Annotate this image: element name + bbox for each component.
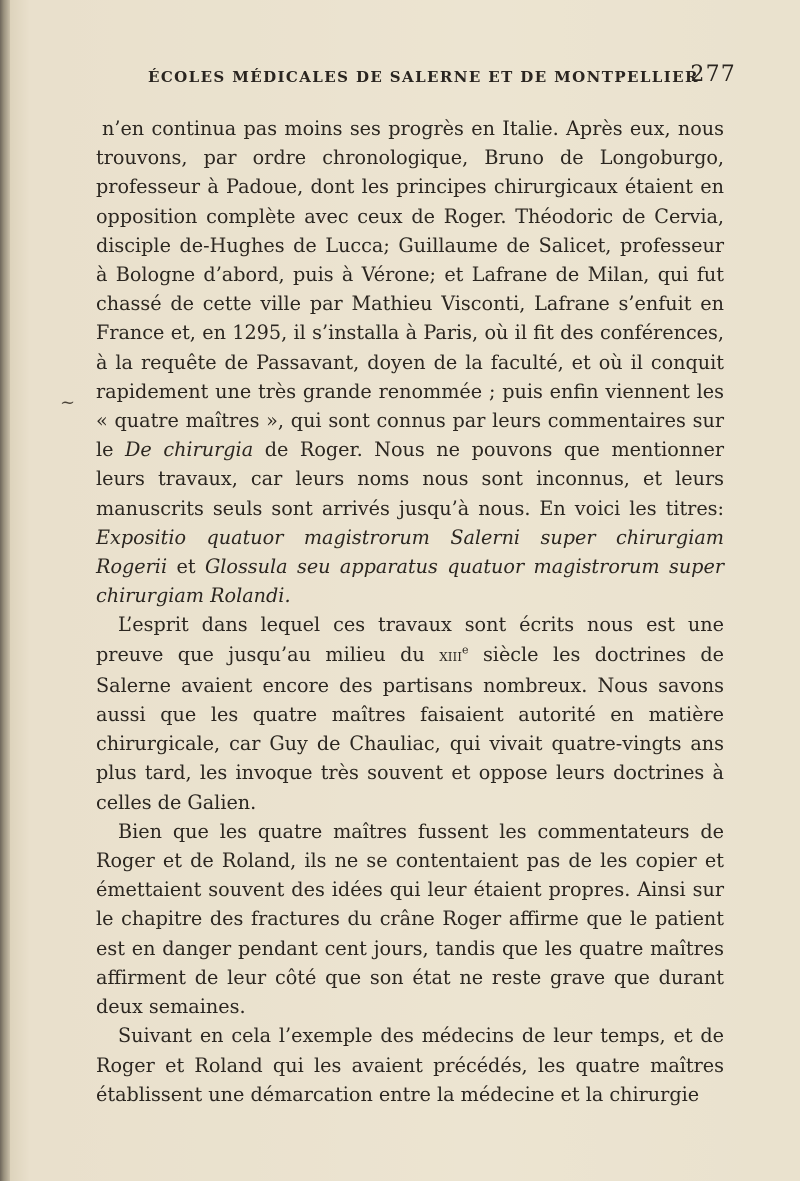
running-title: ÉCOLES MÉDICALES DE SALERNE ET DE MONTPELLIER <box>148 68 699 86</box>
text-segment: et <box>167 555 205 579</box>
title-glossula: Glossula seu apparatus quatuor magistrorum super chirurgiam Rolandi. <box>96 555 724 608</box>
book-binding-edge <box>0 0 10 1181</box>
text-segment: Bien que les quatre maîtres fussent les commentateurs de Roger et de Roland, ils ne se contentaient pas de les copier et émettaient souvent des idées qui leur étaient propres. Ainsi sur le chapitre des fractures du crâne Roger affirme que le patient est en danger pendant cent jours, tandis que les quatre maîtres affirment de leur côté que son état ne reste grave que durant deux semaines. <box>96 819 724 1019</box>
margin-mark: ~ <box>60 392 76 413</box>
book-page <box>96 60 736 1109</box>
paragraph-2 <box>96 610 724 816</box>
text-segment: n’en continua pas moins ses progrès en Italie. Après eux, nous trouvons, par ordre chronologique, Bruno de Longoburgo, professeur à Padoue, dont les principes chirurgicaux étaient en opposition complète avec ceux de Roger. Théodoric de Cervia, disciple de-Hughes de Lucca; Guillaume de Salicet, professeur à Bologne d’abord, puis à Vérone; et Lafrane de Milan, qui fut chassé de cette ville par Mathieu Visconti, Lafrane s’enfuit en France et, en 1295, il s’installa à Paris, où il fit des conférences, à la requête de Passavant, doyen de la faculté, et où il conquit rapidement une très grande renommée ; puis enfin viennent les « quatre maîtres », qui sont connus par leurs commentaires sur le <box>96 117 724 462</box>
title-de-chirurgia: De chirurgia <box>125 438 254 462</box>
paragraph-3 <box>96 817 724 1021</box>
page-number: 277 <box>690 62 736 87</box>
century-superscript: e <box>462 643 469 657</box>
text-segment: Suivant en cela l’exemple des médecins de leur temps, et de Roger et Roland qui les avaient précédés, les quatre maîtres établissent une démarcation entre la médecine et la chirurgie <box>96 1024 724 1106</box>
text-segment: de Roger. Nous ne pouvons que mentionner leurs travaux, car leurs noms nous sont inconnus, et leurs manuscrits seuls sont arrivés jusqu’à nous. En voici les titres: <box>96 438 724 520</box>
body-text <box>96 114 724 1109</box>
text-segment: L’esprit dans lequel ces travaux sont écrits nous est une preuve que jusqu’au milieu du <box>96 613 724 666</box>
title-expositio: Expositio quatuor magistrorum Salerni super chirurgiam Rogerii <box>96 525 724 579</box>
paragraph-4 <box>96 1021 724 1109</box>
century-numeral: xiii <box>439 645 462 666</box>
running-head <box>96 60 736 94</box>
text-segment: siècle les doctrines de Salerne avaient encore des partisans nombreux. Nous savons aussi que les quatre maîtres faisaient autorité en matière chirurgicale, car Guy de Chauliac, qui vivait quatre-vingts ans plus tard, les invoque très souvent et oppose leurs doctrines à celles de Galien. <box>96 642 724 814</box>
paragraph-1 <box>96 114 724 610</box>
